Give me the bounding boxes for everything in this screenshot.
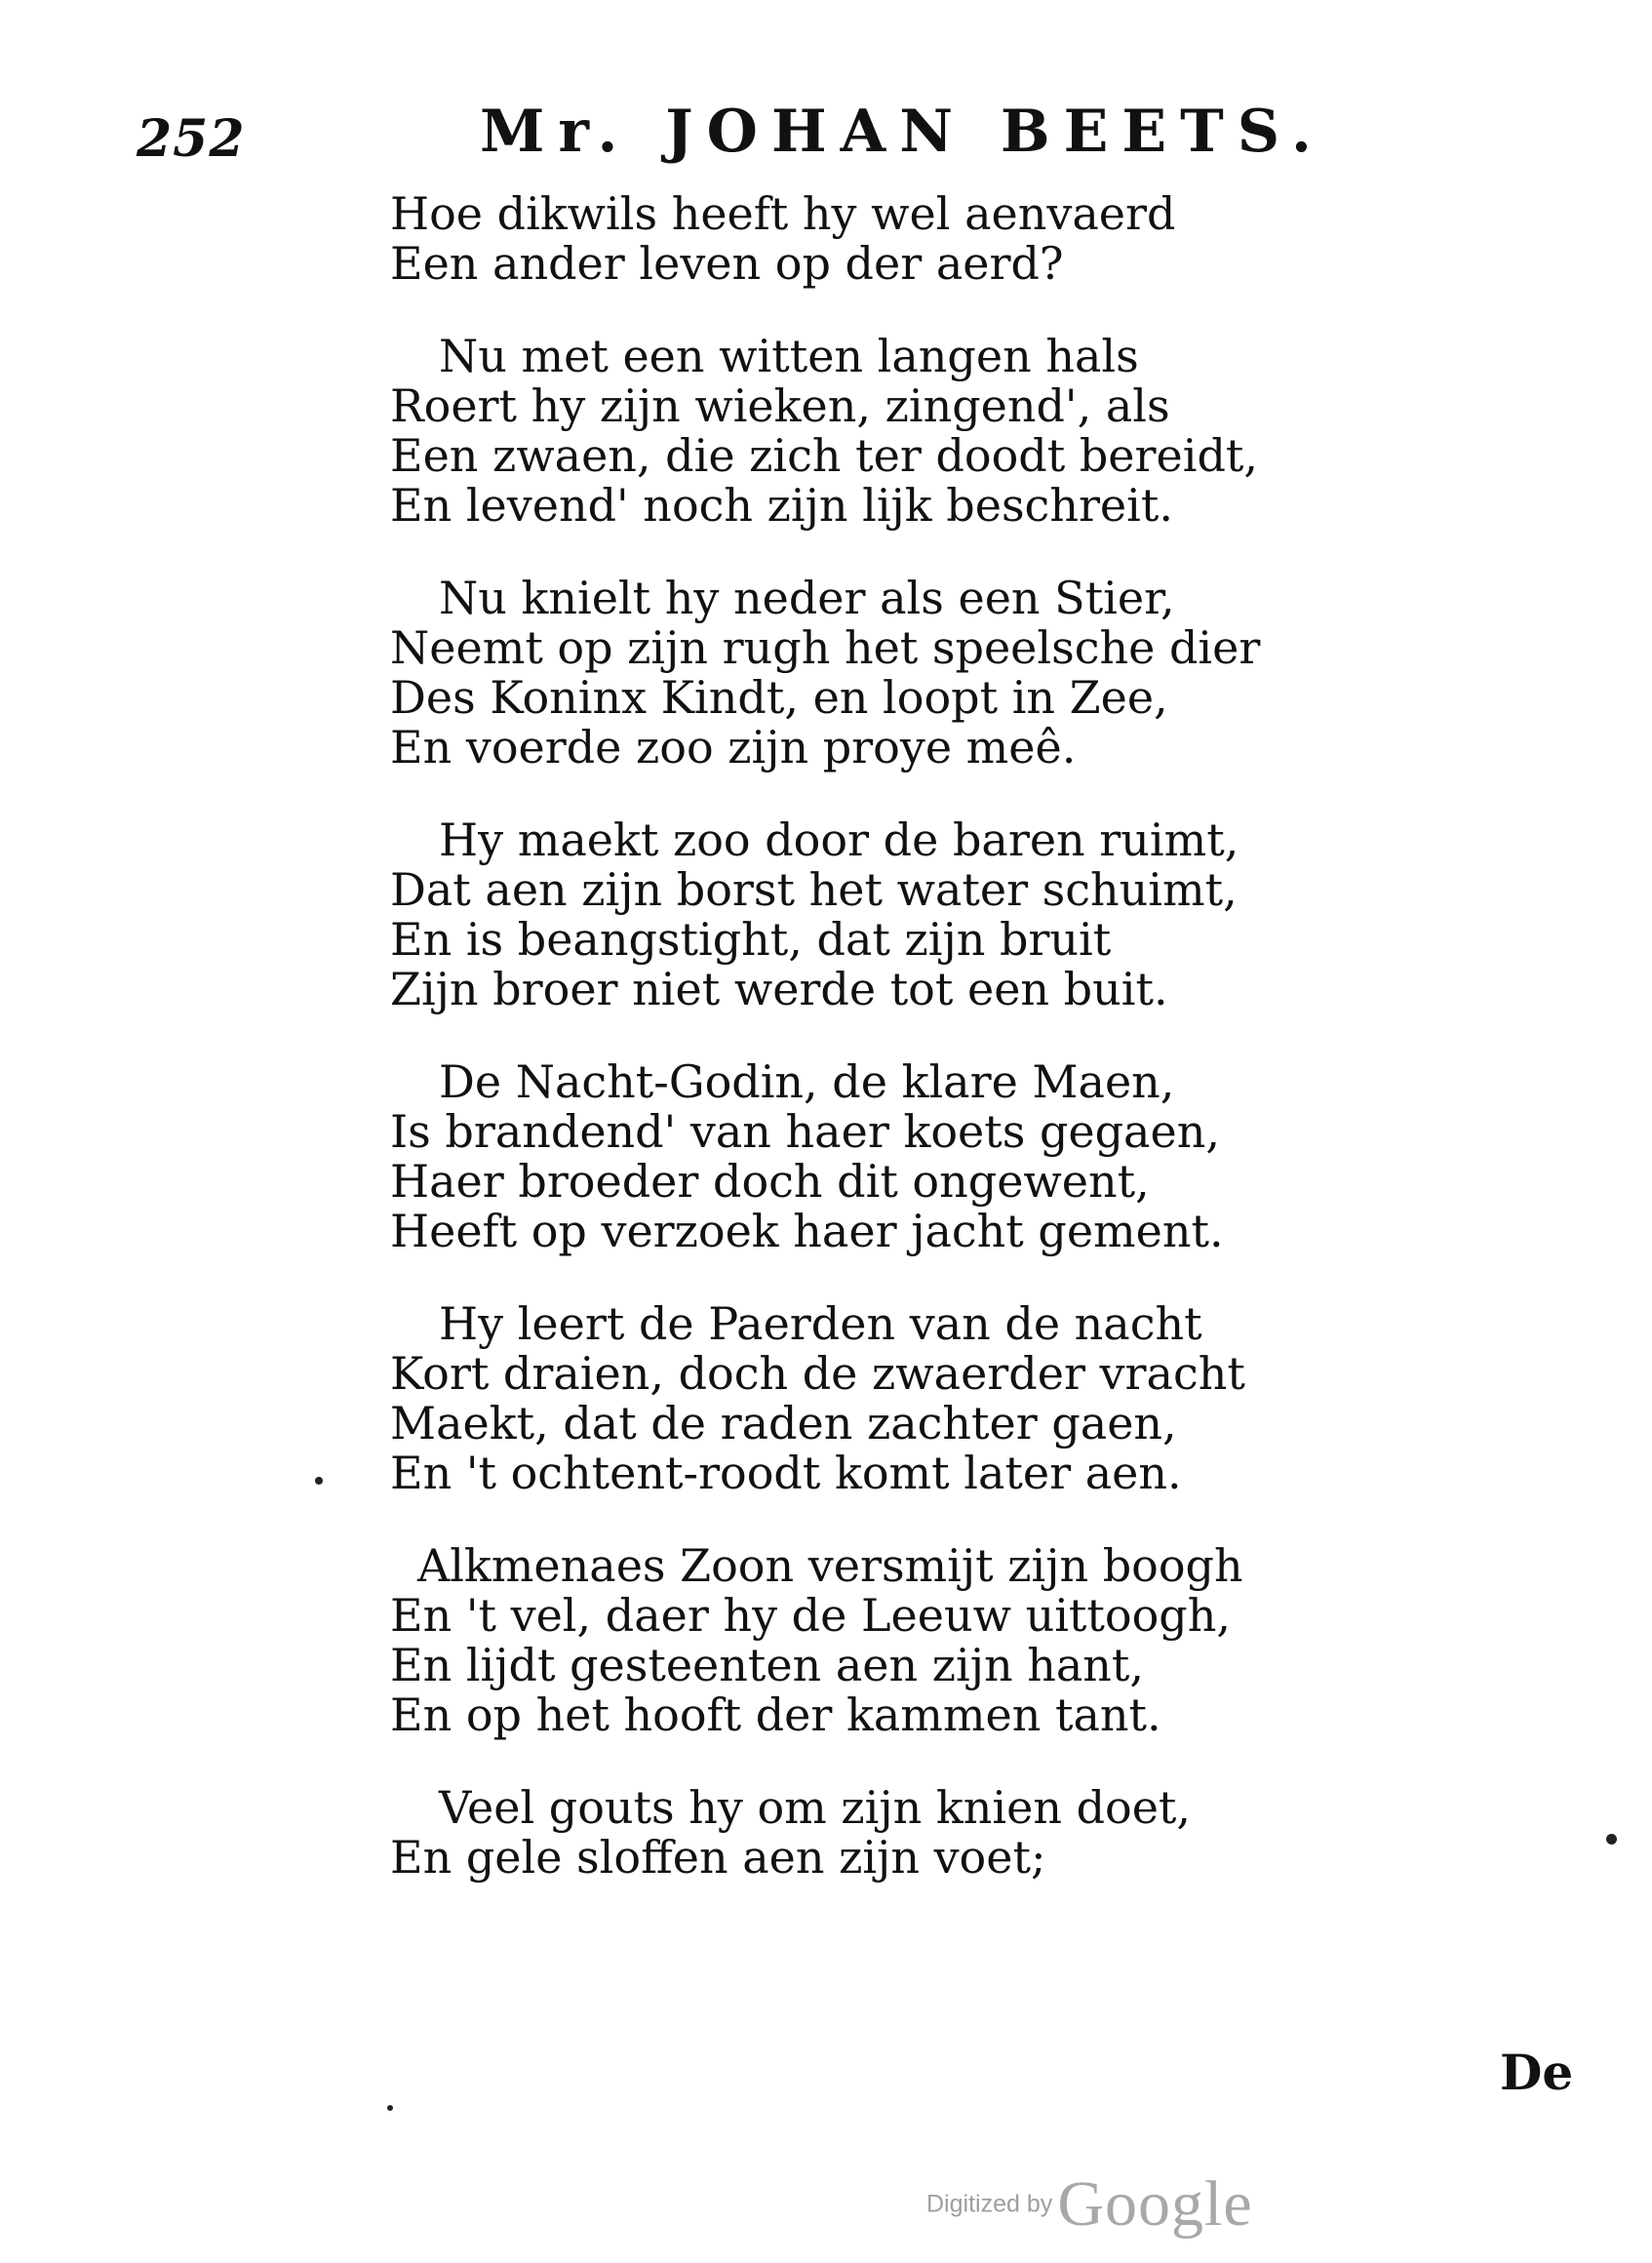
poem-line: Maekt, dat de raden zachter gaen, — [390, 1397, 1177, 1449]
poem-line: De Nacht-Godin, de klare Maen, — [439, 1055, 1175, 1108]
poem-line: Hoe dikwils heeft hy wel aenvaerd — [390, 187, 1176, 240]
poem-line: Roert hy zijn wieken, zingend', als — [390, 379, 1170, 432]
poem-line: En 't ochtent-roodt komt later aen. — [390, 1447, 1182, 1499]
ink-speck — [1606, 1834, 1617, 1845]
running-head: Mr. JOHAN BEETS. — [480, 98, 1325, 166]
ink-speck — [387, 2105, 393, 2111]
poem-line: Kort draien, doch de zwaerder vracht — [390, 1347, 1245, 1400]
poem-line: En voerde zoo zijn proye meê. — [390, 721, 1077, 774]
poem-line: Alkmenaes Zoon versmijt zijn boogh — [417, 1539, 1243, 1592]
stanza — [390, 1541, 1365, 1740]
google-logo: Google — [1057, 2168, 1253, 2240]
page-number: 252 — [137, 109, 246, 169]
stanza — [390, 1299, 1365, 1498]
poem-line: Nu knielt hy neder als een Stier, — [439, 572, 1175, 624]
poem-line: En op het hooft der kammen tant. — [390, 1688, 1161, 1741]
poem-line: En gele sloffen aen zijn voet; — [390, 1831, 1046, 1884]
poem-line: Veel gouts hy om zijn knien doet, — [439, 1781, 1192, 1834]
poem-line: Des Koninx Kindt, en loopt in Zee, — [390, 671, 1168, 724]
stanza — [390, 332, 1365, 531]
poem-line: Nu met een witten langen hals — [439, 330, 1139, 382]
poem-line: Haer broeder doch dit ongewent, — [390, 1155, 1150, 1208]
poem-line: En lijdt gesteenten aen zijn hant, — [390, 1639, 1144, 1691]
poem-line: Neemt op zijn rugh het speelsche dier — [390, 621, 1261, 674]
poem-line: En levend' noch zijn lijk beschreit. — [390, 479, 1173, 532]
poem-line: En is beangstight, dat zijn bruit — [390, 913, 1112, 966]
poem-line: Hy leert de Paerden van de nacht — [439, 1297, 1202, 1350]
digitized-by-label: Digitized by — [926, 2190, 1053, 2218]
stanza — [390, 815, 1365, 1014]
stanza — [390, 574, 1365, 773]
catchword: De — [1500, 2044, 1574, 2101]
poem-line: Hy maekt zoo door de baren ruimt, — [439, 814, 1239, 866]
poem — [390, 189, 1365, 1926]
poem-line: Zijn broer niet werde tot een buit. — [390, 963, 1168, 1015]
poem-line: Een zwaen, die zich ter doodt bereidt, — [390, 429, 1258, 482]
ink-speck — [315, 1477, 323, 1485]
digitized-by-watermark — [926, 2167, 1253, 2242]
poem-line: Een ander leven op der aerd? — [390, 237, 1064, 290]
poem-line: Dat aen zijn borst het water schuimt, — [390, 863, 1238, 916]
stanza — [390, 189, 1365, 289]
stanza — [390, 1783, 1365, 1883]
stanza — [390, 1057, 1365, 1256]
poem-line: Heeft op verzoek haer jacht gement. — [390, 1205, 1224, 1257]
poem-line: Is brandend' van haer koets gegaen, — [390, 1105, 1220, 1158]
poem-line: En 't vel, daer hy de Leeuw uittoogh, — [390, 1589, 1231, 1642]
